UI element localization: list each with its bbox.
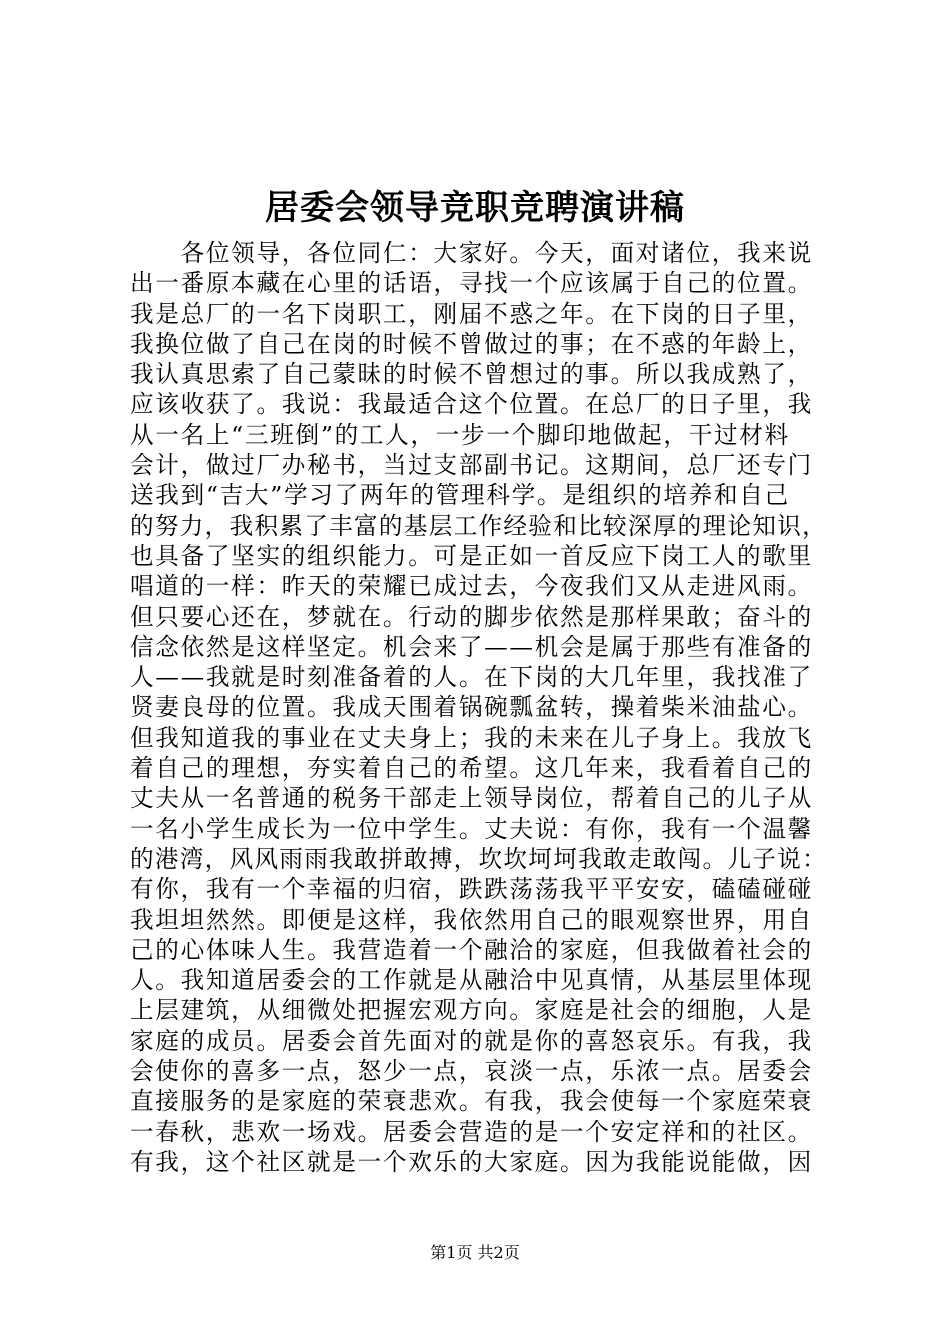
body-line: 唱道的一样：昨天的荣耀已成过去，今夜我们又从走进风雨。 <box>130 572 813 601</box>
body-line: 着自己的理想，夯实着自己的希望。这几年来，我看着自己的 <box>130 754 813 783</box>
body-line: 家庭的成员。居委会首先面对的就是你的喜怒哀乐。有我，我 <box>130 1026 813 1055</box>
body-line: 出一番原本藏在心里的话语，寻找一个应该属于自己的位置。 <box>130 269 813 298</box>
body-line: 但只要心还在，梦就在。行动的脚步依然是那样果敢；奋斗的 <box>130 602 813 631</box>
body-line: 也具备了坚实的组织能力。可是正如一首反应下岗工人的歌里 <box>130 541 813 570</box>
document-body <box>130 238 830 1177</box>
body-line: 应该收获了。我说：我最适合这个位置。在总厂的日子里，我 <box>130 390 813 419</box>
body-line: 我坦坦然然。即便是这样，我依然用自己的眼观察世界，用自 <box>130 905 813 934</box>
body-line: 直接服务的是家庭的荣衰悲欢。有我，我会使每一个家庭荣衰 <box>130 1087 813 1116</box>
body-line: 我是总厂的一名下岗职工，刚届不惑之年。在下岗的日子里， <box>130 299 813 328</box>
body-line: 一名小学生成长为一位中学生。丈夫说：有你，我有一个温馨 <box>130 814 813 843</box>
body-line: 从一名上“三班倒”的工人，一步一个脚印地做起，干过材料 <box>130 420 790 449</box>
body-line: 丈夫从一名普通的税务干部走上领导岗位，帮着自己的儿子从 <box>130 784 813 813</box>
body-line: 信念依然是这样坚定。机会来了——机会是属于那些有准备的 <box>130 632 813 661</box>
body-line: 送我到“吉大”学习了两年的管理科学。是组织的培养和自己 <box>130 481 790 510</box>
body-line: 人——我就是时刻准备着的人。在下岗的大几年里，我找准了 <box>130 663 813 692</box>
body-line: 有我，这个社区就是一个欢乐的大家庭。因为我能说能做，因 <box>130 1147 813 1176</box>
body-line: 的努力，我积累了丰富的基层工作经验和比较深厚的理论知识， <box>130 511 828 540</box>
body-line: 上层建筑，从细微处把握宏观方向。家庭是社会的细胞，人是 <box>130 996 813 1025</box>
page-footer: 第1页 共2页 <box>430 1243 520 1262</box>
body-line: 贤妻良母的位置。我成天围着锅碗瓢盆转，操着柴米油盐心。 <box>130 693 813 722</box>
body-line: 的港湾，风风雨雨我敢拼敢搏，坎坎坷坷我敢走敢闯。儿子说： <box>130 844 828 873</box>
body-line: 我认真思索了自己蒙昧的时候不曾想过的事。所以我成熟了， <box>130 360 813 389</box>
body-line: 但我知道我的事业在丈夫身上；我的未来在儿子身上。我放飞 <box>130 723 813 752</box>
body-line: 一春秋，悲欢一场戏。居委会营造的是一个安定祥和的社区。 <box>130 1117 813 1146</box>
body-line: 各位领导，各位同仁：大家好。今天，面对诸位，我来说 <box>130 239 813 267</box>
body-line: 我换位做了自己在岗的时候不曾做过的事；在不惑的年龄上， <box>130 329 813 358</box>
body-line: 会计，做过厂办秘书，当过支部副书记。这期间，总厂还专门 <box>130 451 813 480</box>
body-line: 有你，我有一个幸福的归宿，跌跌荡荡我平平安安，磕磕碰碰 <box>130 875 813 904</box>
body-line: 己的心体味人生。我营造着一个融洽的家庭，但我做着社会的 <box>130 935 813 964</box>
body-line: 人。我知道居委会的工作就是从融洽中见真情，从基层里体现 <box>130 966 813 995</box>
body-line: 会使你的喜多一点，怒少一点，哀淡一点，乐浓一点。居委会 <box>130 1057 813 1086</box>
document-title: 居委会领导竞职竞聘演讲稿 <box>265 188 685 228</box>
